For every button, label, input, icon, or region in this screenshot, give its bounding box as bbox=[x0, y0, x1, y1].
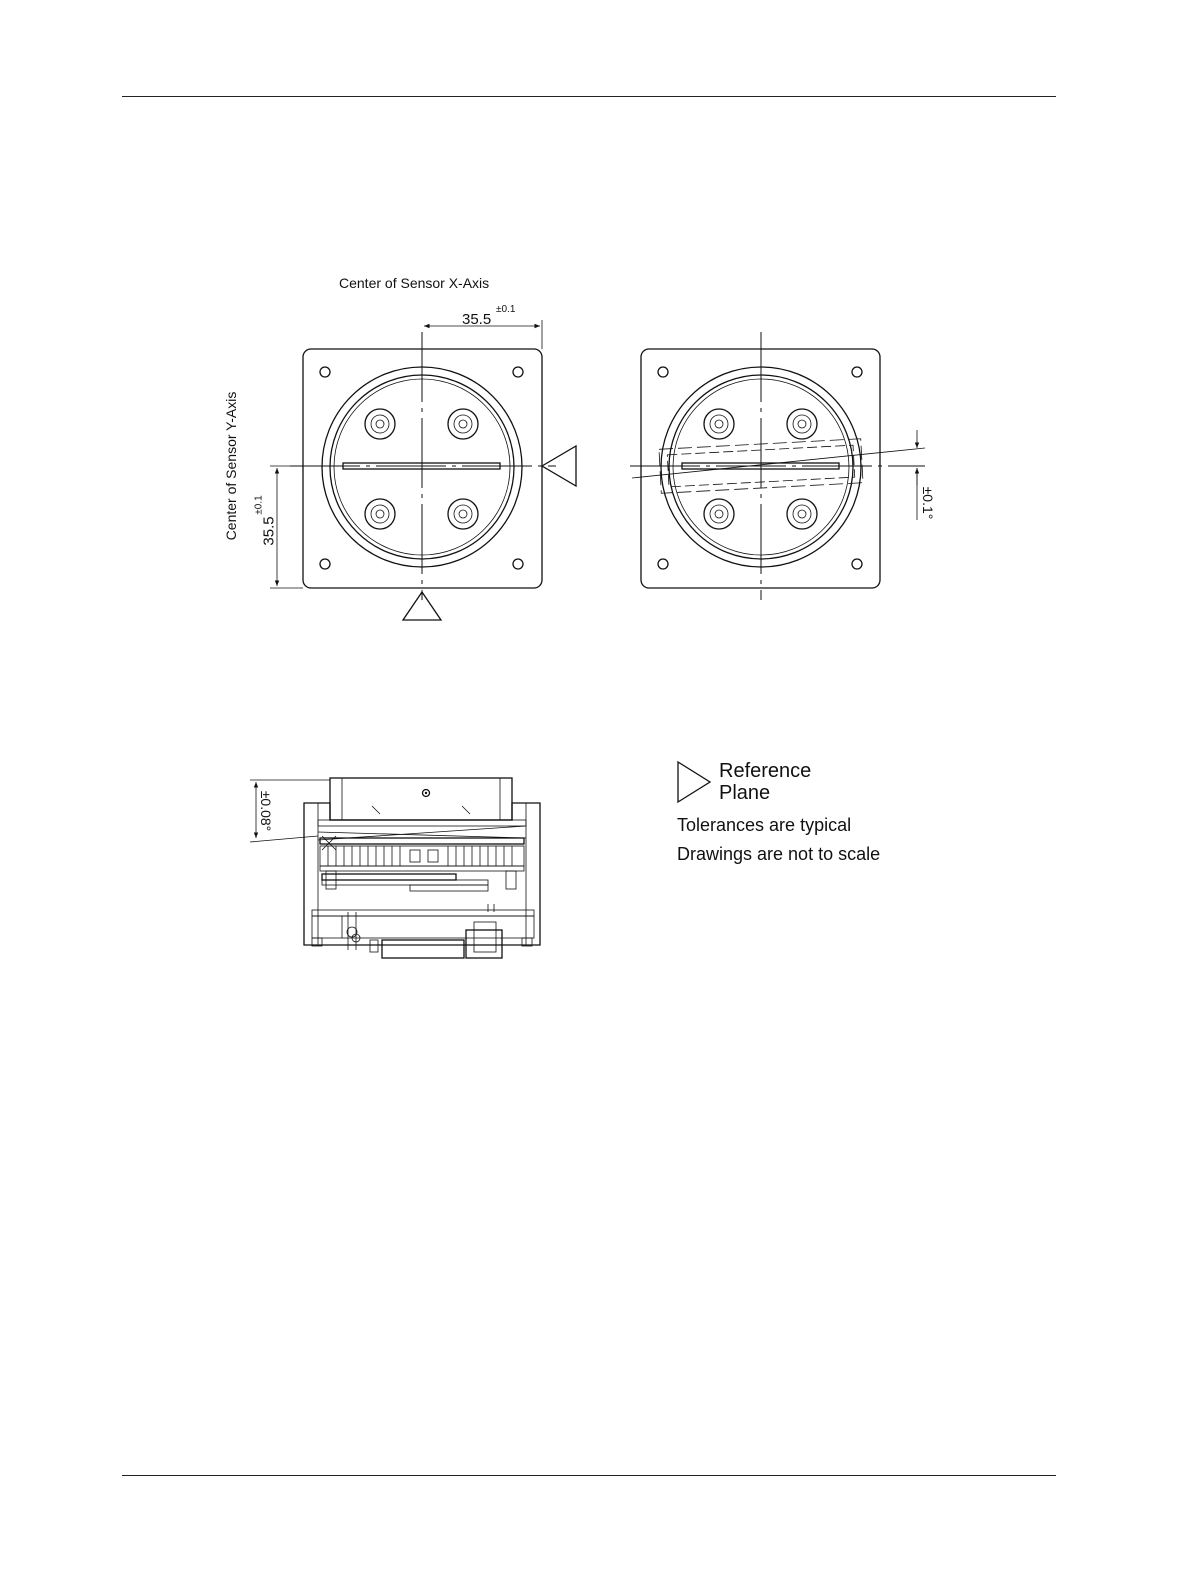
rotation-tolerance: ±0.1° bbox=[920, 486, 936, 520]
front-view-left bbox=[270, 320, 576, 620]
y-dimension-value: 35.5 bbox=[260, 516, 278, 546]
y-dimension-tolerance: ±0.1 bbox=[253, 495, 265, 515]
legend-reference-line1: Reference bbox=[719, 760, 812, 782]
side-section-view bbox=[250, 778, 540, 958]
y-axis-label: Center of Sensor Y-Axis bbox=[223, 391, 239, 541]
legend-reference-triangle bbox=[678, 762, 710, 802]
legend-note-scale: Drawings are not to scale bbox=[677, 844, 881, 864]
tilt-tolerance: ±0.08° bbox=[258, 790, 274, 832]
pcb-pins bbox=[328, 846, 512, 866]
x-dimension-value: 35.5 bbox=[462, 311, 492, 328]
x-axis-label: Center of Sensor X-Axis bbox=[339, 275, 490, 291]
front-view-right bbox=[630, 332, 925, 600]
legend-reference-line2: Plane bbox=[719, 782, 771, 804]
legend-note-tolerances: Tolerances are typical bbox=[677, 815, 852, 835]
x-dimension-tolerance: ±0.1 bbox=[496, 304, 516, 315]
reference-triangle-right bbox=[542, 446, 576, 486]
